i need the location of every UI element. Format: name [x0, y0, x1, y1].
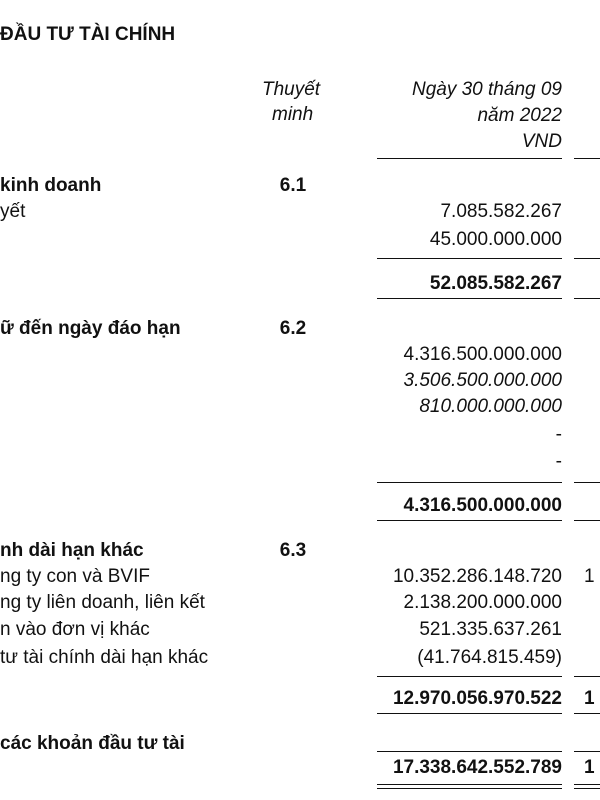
currency-label: VND: [521, 131, 562, 152]
page-title: ĐẦU TƯ TÀI CHÍNH: [0, 24, 176, 45]
row-value: 10.352.286.148.720: [392, 566, 562, 587]
row-value: 521.335.637.261: [419, 619, 562, 640]
total-rule: [377, 298, 562, 299]
row-value-dash: -: [555, 424, 562, 445]
subtotal-rule-next-col: [574, 258, 600, 259]
section-total-trading: 52.085.582.267: [429, 273, 562, 294]
row-value: 2.138.200.000.000: [403, 592, 562, 613]
note-column-header-line-1: Thuyết: [262, 79, 321, 100]
header-rule: [377, 158, 562, 159]
section-title-held-to-maturity: ữ đến ngày đáo hạn: [0, 318, 181, 339]
subtotal-rule-next-col: [574, 482, 600, 483]
grand-total-top-rule: [377, 751, 562, 752]
subtotal-rule: [377, 482, 562, 483]
section-note-long-term: 6.3: [279, 540, 307, 561]
total-rule-next-col: [574, 520, 600, 521]
section-note-held-to-maturity: 6.2: [279, 318, 307, 339]
grand-total-double-rule-2: [377, 788, 562, 789]
row-value: 810.000.000.000: [419, 396, 562, 417]
row-label: ng ty liên doanh, liên kết: [0, 592, 205, 613]
section-title-trading: kinh doanh: [0, 175, 102, 196]
total-rule: [377, 713, 562, 714]
subtotal-rule-next-col: [574, 676, 600, 677]
row-label: yết: [0, 201, 26, 222]
date-column-header-line-1: Ngày 30 tháng 09: [411, 79, 562, 100]
row-label: n vào đơn vị khác: [0, 619, 150, 640]
row-value: 3.506.500.000.000: [403, 370, 562, 391]
row-value: 7.085.582.267: [440, 201, 562, 222]
row-value: 45.000.000.000: [429, 229, 562, 250]
note-column-header-line-2: minh: [272, 104, 314, 125]
section-total-held-to-maturity: 4.316.500.000.000: [403, 495, 562, 516]
grand-total-value: 17.338.642.552.789: [392, 757, 562, 778]
section-title-long-term: nh dài hạn khác: [0, 540, 144, 561]
grand-total-double-rule-next-col-1: [574, 784, 600, 785]
section-total-next-col: 1: [584, 688, 595, 709]
grand-total-next-col: 1: [584, 757, 595, 778]
row-value-next-col: 1: [584, 566, 595, 587]
section-note-trading: 6.1: [279, 175, 307, 196]
row-value: (41.764.815.459): [417, 647, 562, 668]
grand-total-label: các khoản đầu tư tài: [0, 733, 185, 754]
subtotal-rule: [377, 676, 562, 677]
header-rule-next-col: [574, 158, 600, 159]
grand-total-double-rule-1: [377, 784, 562, 785]
total-rule-next-col: [574, 713, 600, 714]
date-column-header-line-2: năm 2022: [477, 105, 562, 126]
row-value: 4.316.500.000.000: [403, 344, 562, 365]
row-label: ng ty con và BVIF: [0, 566, 150, 587]
grand-total-top-rule-next-col: [574, 751, 600, 752]
subtotal-rule: [377, 258, 562, 259]
total-rule: [377, 520, 562, 521]
row-label: tư tài chính dài hạn khác: [0, 647, 209, 668]
total-rule-next-col: [574, 298, 600, 299]
grand-total-double-rule-next-col-2: [574, 788, 600, 789]
section-total-long-term: 12.970.056.970.522: [392, 688, 562, 709]
row-value-dash: -: [555, 451, 562, 472]
